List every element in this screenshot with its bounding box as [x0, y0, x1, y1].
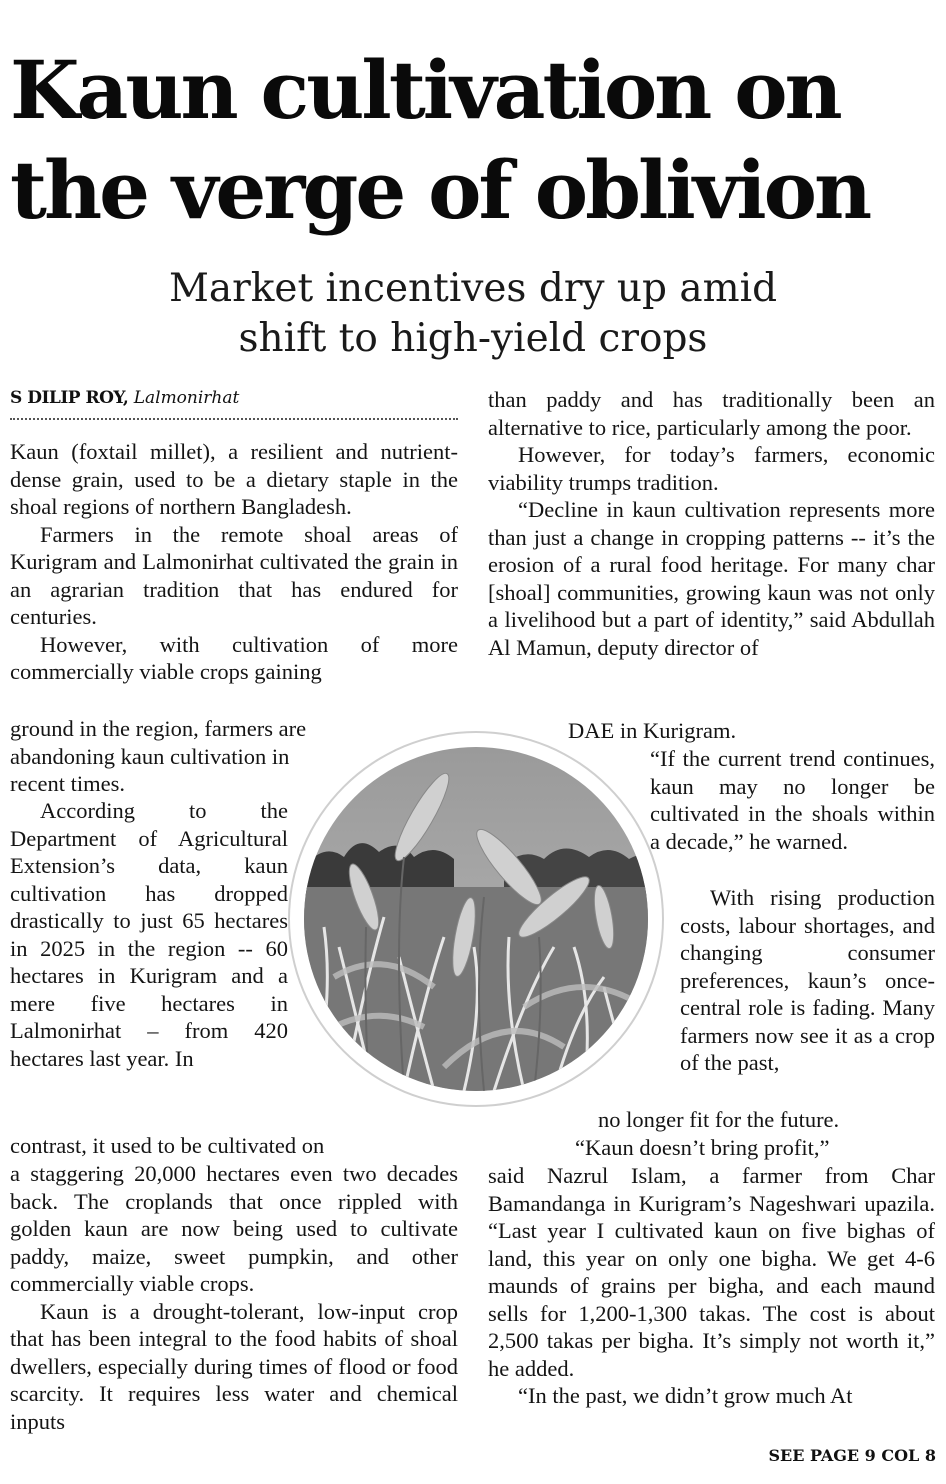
column-2-wrap-d [598, 1106, 928, 1134]
paragraph: Kaun is a drought-tolerant, low-input crop that has been integral to the food habits of shoal dwellers, especially during times of flood or food scarcity. It requires less water and chemical inputs [10, 1298, 458, 1434]
millet-field-illustration [304, 747, 648, 1091]
column-2-upper [488, 386, 935, 661]
continuation-note: SEE PAGE 9 COL 8 [768, 1446, 936, 1465]
byline [10, 386, 458, 420]
paragraph: no longer fit for the future. [598, 1107, 840, 1132]
column-2-wrap-b [650, 745, 935, 855]
paragraph: “Decline in kaun cultivation represents more than just a change in cropping patterns -- it’s the erosion of a rural food heritage. For many char [shoal] communities, growing kaun was not only a livelihood but a part of identity,” said Abdullah Al Mamun, deputy director of [488, 497, 935, 660]
subheadline-line-1: Market incentives dry up amid [168, 266, 778, 311]
headline [10, 40, 940, 240]
byline-location: Lalmonirhat [133, 388, 240, 408]
paragraph: contrast, it used to be cultivated on [10, 1133, 325, 1158]
subheadline-line-2: shift to high-yield crops [238, 316, 708, 361]
column-2-wrap-e [575, 1134, 935, 1162]
column-2-wrap-a [568, 717, 928, 745]
paragraph: “Kaun doesn’t bring profit,” [575, 1135, 830, 1160]
column-1-wrap-a [10, 715, 340, 798]
photo-image [304, 747, 648, 1091]
column-1-lower [10, 1160, 458, 1435]
headline-line-1: Kaun cultivation on [10, 43, 840, 137]
subheadline [0, 264, 946, 364]
paragraph: With rising production costs, labour shortages, and changing consumer preferences, kaun’s once-central role is fading. Many farmers now see it as a crop of the past, [680, 885, 935, 1075]
column-2-wrap-c [680, 884, 935, 1077]
paragraph: However, for today’s farmers, economic viability trumps tradition. [488, 442, 935, 495]
paragraph: “If the current trend continues, kaun may no longer be cultivated in the shoals within a decade,” he warned. [650, 746, 935, 854]
paragraph: However, with cultivation of more commercially viable crops gaining [10, 631, 458, 684]
headline-line-2: the verge of oblivion [10, 143, 870, 237]
paragraph: Farmers in the remote shoal areas of Kurigram and Lalmonirhat cultivated the grain in an agrarian tradition that has endured for centuries. [10, 521, 458, 629]
column-2-lower [488, 1162, 935, 1410]
column-1-upper [10, 438, 458, 686]
kaun-field-photo [290, 733, 662, 1105]
paragraph: a staggering 20,000 hectares even two decades back. The croplands that once rippled with golden kaun are now being used to cultivate paddy, maize, sweet pumpkin, and other commercially viable crops. [10, 1161, 458, 1296]
column-1-wrap-b [10, 797, 288, 1072]
column-1-wrap-c [10, 1132, 400, 1160]
paragraph: “In the past, we didn’t grow much At [518, 1383, 853, 1408]
paragraph: than paddy and has traditionally been an alternative to rice, particularly among the poor. [488, 387, 935, 440]
paragraph: said Nazrul Islam, a farmer from Char Bamandanga in Kurigram’s Nageshwari upazila. “Last year I cultivated kaun on five bighas of land, this year on only one bigha. We get 4-6 maunds of grains per bigha, and each maund sells for 1,200-1,300 takas. The cost is about 2,500 takas per bigha. It’s simply not worth it,” he added. [488, 1163, 935, 1381]
paragraph: According to the Department of Agricultural Extension’s data, kaun cultivation has dropped drastically to just 65 hectares in 2025 in the region -- 60 hectares in Kurigram and a mere five hectares in Lalmonirhat – from 420 hectares last year. In [10, 798, 288, 1071]
paragraph: DAE in Kurigram. [568, 718, 737, 743]
byline-author: S DILIP ROY, [10, 388, 129, 408]
paragraph: Kaun (foxtail millet), a resilient and nutrient-dense grain, used to be a dietary staple in the shoal regions of northern Bangladesh. [10, 439, 458, 519]
paragraph: ground in the region, farmers are abandoning kaun cultivation in recent times. [10, 716, 307, 796]
